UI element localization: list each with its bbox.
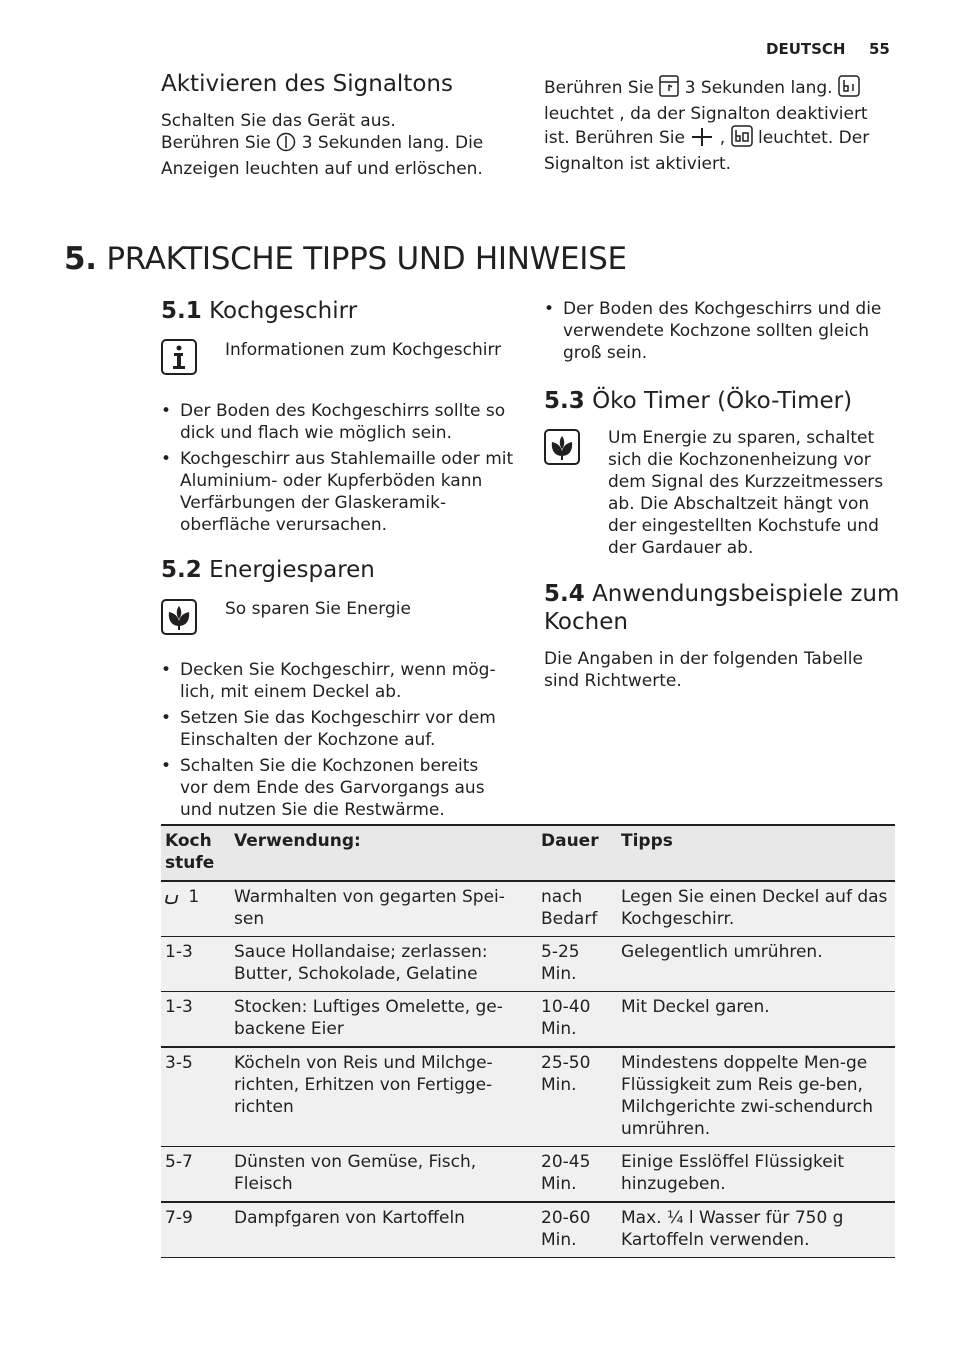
section-5-4-number: 5.4 — [544, 581, 585, 607]
plus-icon — [690, 127, 714, 153]
signal-line2-a: Berühren Sie — [161, 133, 271, 153]
table-cell-use: Sauce Hollandaise; zerlassen: Butter, Schokolade, Gelatine — [234, 942, 488, 984]
table-cell-dauer: 20-45 Min. — [541, 1152, 591, 1194]
list-5-1 — [161, 400, 516, 540]
table-row — [161, 992, 895, 1048]
table-cell-use: Warmhalten von gegarten Spei-sen — [234, 887, 505, 929]
list-item: • Der Boden des Kochgeschirrs und die verwendete Kochzone sollten gleich groß sein. — [544, 298, 889, 364]
table-cell-use: Dünsten von Gemüse, Fisch, Fleisch — [234, 1152, 477, 1194]
chapter-heading — [64, 240, 627, 278]
table-cell-tipps: Legen Sie einen Deckel auf das Kochgeschirr. — [621, 887, 888, 929]
table-cell-dauer: 10-40 Min. — [541, 997, 591, 1039]
section-5-2-number: 5.2 — [161, 557, 202, 583]
table-cell-stufe: 7-9 — [165, 1208, 193, 1228]
signal-right-column — [544, 75, 879, 175]
cooking-table — [161, 824, 895, 1258]
col-header-stufe: Koch stufe — [165, 831, 215, 873]
energy-leaf-icon — [161, 599, 197, 635]
table-cell-use: Dampfgaren von Kartoffeln — [234, 1208, 465, 1228]
signal-line2 — [161, 132, 521, 180]
signal-right-d: , — [719, 128, 726, 148]
section-5-3-number: 5.3 — [544, 388, 585, 414]
section-5-1-label: Kochgeschirr — [209, 298, 358, 324]
list-right — [544, 298, 889, 368]
table-cell-tipps: Max. ¼ l Wasser für 750 g Kartoffeln verwenden. — [621, 1208, 844, 1250]
table-cell-stufe: 1-3 — [165, 942, 193, 962]
section-5-3-title — [544, 387, 852, 415]
signal-right-text — [544, 75, 879, 175]
table-cell-use: Köcheln von Reis und Milchge-richten, Erhitzen von Fertigge-richten — [234, 1053, 493, 1117]
chapter-number: 5. — [64, 241, 97, 277]
header-language: DEUTSCH — [766, 40, 846, 58]
signal-line1: Schalten Sie das Gerät aus. — [161, 111, 396, 131]
page-number: 55 — [869, 40, 890, 58]
signal-right-a: Berühren Sie — [544, 78, 654, 98]
signal-right-e: leuchtet. Der Signalton ist aktiviert. — [544, 128, 870, 174]
signal-left-column — [161, 70, 521, 180]
col-header-dauer: Dauer — [541, 831, 599, 851]
table-cell-tipps: Mindestens doppelte Men-ge Flüssigkeit zum Reis ge-ben, Milchgerichte zwi-schendurch umrühren. — [621, 1053, 874, 1139]
table-cell-dauer: nach Bedarf — [541, 887, 598, 929]
table-cell-stufe: 1-3 — [165, 997, 193, 1017]
signal-right-c: leuchtet , da der Signalton deaktiviert ist. Berühren Sie — [544, 104, 868, 148]
list-item: • Der Boden des Kochgeschirrs sollte so dick und flach wie möglich sein. — [161, 400, 516, 444]
signal-right-b: 3 Sekunden lang. — [684, 78, 833, 98]
stufe-value: 1 — [188, 887, 200, 907]
table-cell-dauer: 20-60 Min. — [541, 1208, 591, 1250]
section-5-2-title — [161, 556, 375, 584]
table-row — [161, 1047, 895, 1147]
table-cell-stufe: 5-7 — [165, 1152, 193, 1172]
col-header-use: Verwendung: — [234, 831, 361, 851]
table-cell-stufe: 3-5 — [165, 1053, 193, 1073]
section-5-4-label: Anwendungsbeispiele zum Kochen — [544, 581, 900, 635]
energy-leaf-icon — [544, 429, 580, 465]
signal-title: Aktivieren des Signaltons — [161, 71, 453, 97]
section-5-4-title — [544, 580, 904, 636]
section-5-3-label: Öko Timer (Öko-Timer) — [592, 388, 853, 414]
list-item: • Kochgeschirr aus Stahlemaille oder mit Aluminium- oder Kupferböden kann Verfärbungen der Glaskeramik-oberfläche verursachen. — [161, 448, 516, 536]
section-5-2-label: Energiesparen — [209, 557, 375, 583]
info-icon — [161, 339, 197, 375]
table-cell-dauer: 5-25 Min. — [541, 942, 580, 984]
timer-key-icon — [659, 75, 679, 103]
table-row — [161, 1147, 895, 1203]
table-cell-tipps: Einige Esslöffel Flüssigkeit hinzugeben. — [621, 1152, 845, 1194]
section-5-1-title — [161, 297, 357, 325]
chapter-title: PRAKTISCHE TIPPS UND HINWEISE — [106, 241, 627, 277]
table-header-row — [161, 825, 895, 881]
table-cell-use: Stocken: Luftiges Omelette, ge-backene Eier — [234, 997, 503, 1039]
b-i-display-icon — [838, 75, 860, 103]
note-5-1: Informationen zum Kochgeschirr — [225, 340, 502, 360]
table-row — [161, 937, 895, 992]
keep-warm-icon — [165, 890, 183, 912]
list-item: • Decken Sie Kochgeschirr, wenn mög-lich, mit einem Deckel ab. — [161, 659, 506, 703]
table-cell-dauer: 25-50 Min. — [541, 1053, 591, 1095]
b-o-display-icon — [731, 125, 753, 153]
section-5-4-text: Die Angaben in der folgenden Tabelle sind Richtwerte. — [544, 649, 863, 691]
table-cell-tipps: Gelegentlich umrühren. — [621, 942, 823, 962]
note-5-2: So sparen Sie Energie — [225, 599, 411, 619]
list-item: • Schalten Sie die Kochzonen bereits vor dem Ende des Garvorgangs aus und nutzen Sie die Restwärme. — [161, 755, 506, 821]
power-icon — [276, 132, 296, 158]
list-item: • Setzen Sie das Kochgeschirr vor dem Einschalten der Kochzone auf. — [161, 707, 506, 751]
table-cell-stufe — [161, 881, 230, 937]
table-cell-tipps: Mit Deckel garen. — [621, 997, 770, 1017]
table-row — [161, 881, 895, 937]
signal-line2-b: 3 Sekunden lang. Die Anzeigen leuchten auf und erlöschen. — [161, 133, 484, 179]
table-row — [161, 1202, 895, 1258]
col-header-tipps: Tipps — [621, 831, 673, 851]
section-5-1-number: 5.1 — [161, 298, 202, 324]
note-5-3: Um Energie zu sparen, schaltet sich die Kochzonenheizung vor dem Signal des Kurzzeitmessers ab. Die Abschaltzeit hängt von der eingestellten Kochstufe und der Gardauer ab. — [608, 428, 884, 558]
list-5-2 — [161, 659, 506, 825]
